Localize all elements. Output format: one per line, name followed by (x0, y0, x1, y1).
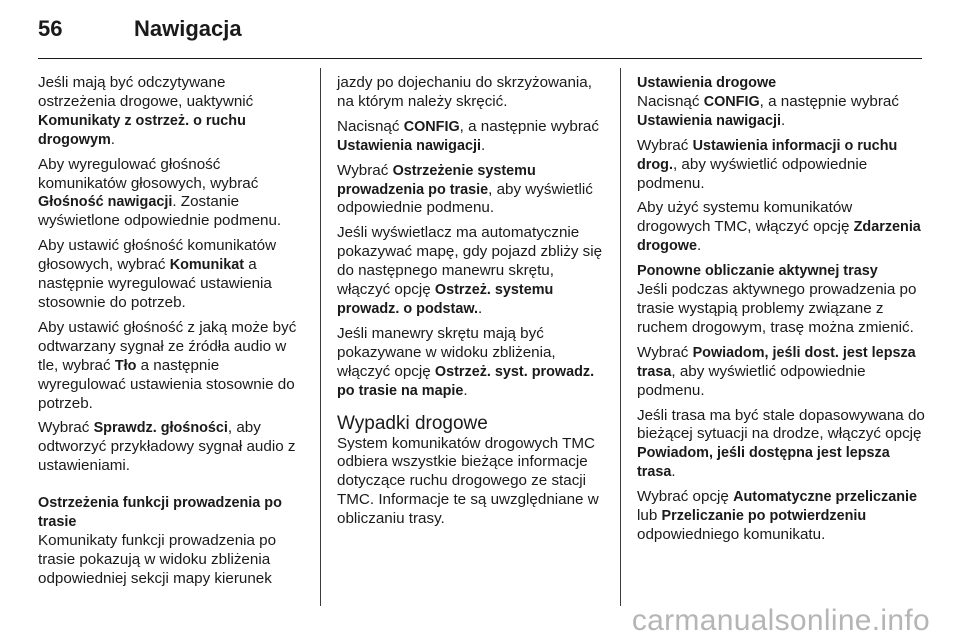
paragraph: Jeśli wyświetlacz ma automatycznie pokazywać mapę, gdy pojazd zbliży się do następnego manewru skrętu, włączyć opcję Ostrzeż. systemu prowadz. o podstaw.. (337, 224, 603, 317)
menu-term: Komunikaty z ostrzeż. o ruchu drogowym (38, 112, 246, 148)
subheading: Ponowne obliczanie aktywnej trasy (637, 263, 878, 280)
column-divider (620, 68, 621, 606)
menu-term: Powiadom, jeśli dostępna jest lepsza trasa (637, 445, 890, 481)
paragraph: Aby ustawić głośność z jaką może być odtwarzany sygnał ze źródła audio w tle, wybrać Tło a następnie wyregulować ustawienia stosownie do potrzeb. (38, 318, 297, 412)
button-term: CONFIG (403, 118, 460, 135)
paragraph: Wybrać Ustawienia informacji o ruchu drog., aby wyświetlić odpowiednie podmenu. (637, 136, 898, 192)
menu-term: Przeliczanie po potwierdzeniu (661, 508, 867, 525)
subheading: Ustawienia drogowe (637, 75, 777, 91)
paragraph: Jeśli manewry skrętu mają być pokazywane w widoku zbliżenia, włączyć opcję Ostrzeż. syst. prowadz. po trasie na mapie. (337, 324, 595, 399)
page-title: Nawigacja (134, 16, 242, 41)
page-header (38, 14, 922, 54)
menu-term: Głośność nawigacji (38, 194, 173, 211)
column-divider (320, 68, 321, 606)
section-heading: Wypadki drogowe (337, 412, 488, 434)
paragraph: Jeśli trasa ma być stale dopasowywana do bieżącej sytuacji na drodze, włączyć opcję Powiadom, jeśli dostępna jest lepsza trasa. (637, 406, 925, 481)
column-3 (637, 74, 925, 551)
paragraph: Nacisnąć CONFIG, a następnie wybrać Ustawienia nawigacji. (337, 117, 599, 154)
paragraph: Komunikaty funkcji prowadzenia po trasie pokazują w widoku zbliżenia odpowiedniej sekcji mapy kierunek (38, 531, 277, 587)
menu-term: Ostrzeżenie systemu prowadzenia po trasie (337, 162, 536, 198)
header-rule (38, 58, 922, 59)
paragraph: Wybrać Ostrzeżenie systemu prowadzenia po trasie, aby wyświetlić odpowiednie podmenu. (337, 161, 593, 217)
menu-term: Ustawienia nawigacji (637, 112, 781, 129)
column-2 (337, 74, 607, 535)
menu-term: Sprawdz. głośności (93, 420, 228, 437)
paragraph: Aby wyregulować głośność komunikatów głosowych, wybrać Głośność nawigacji. Zostanie wyświetlone odpowiednie podmenu. (38, 155, 282, 230)
menu-term: Powiadom, jeśli dost. jest lepsza trasa (637, 344, 916, 380)
menu-term: Komunikat (169, 257, 245, 274)
menu-term: Automatyczne przeliczanie (733, 489, 918, 506)
menu-term: Ustawienia nawigacji (337, 137, 481, 154)
column-1 (38, 74, 304, 595)
menu-term: Ostrzeż. systemu prowadz. o podstaw. (337, 282, 554, 317)
button-term: CONFIG (703, 93, 760, 110)
menu-term: Tło (114, 357, 137, 374)
menu-term: Ustawienia informacji o ruchu drog. (637, 137, 898, 173)
paragraph: Wybrać opcję Automatyczne przeliczanie lub Przeliczanie po potwierdzeniu odpowiedniego komunikatu. (637, 488, 918, 543)
watermark: carmanualsonline.info (631, 604, 930, 637)
menu-term: Ostrzeż. syst. prowadz. po trasie na mapie (337, 363, 595, 399)
page-number: 56 (38, 16, 63, 41)
subheading: Ostrzeżenia funkcji prowadzenia po trasie (38, 495, 282, 531)
paragraph: Wybrać Powiadom, jeśli dost. jest lepsza trasa, aby wyświetlić odpowiednie podmenu. (637, 343, 916, 399)
menu-term: Zdarzenia drogowe (637, 219, 921, 255)
paragraph: Jeśli mają być odczytywane ostrzeżenia drogowe, uaktywnić Komunikaty z ostrzeż. o ruchu drogowym. (38, 74, 254, 148)
paragraph: Aby użyć systemu komunikatów drogowych TMC, włączyć opcję Zdarzenia drogowe. (637, 199, 921, 255)
paragraph: Wybrać Sprawdz. głośności, aby odtworzyć przykładowy sygnał audio z ustawieniami. (38, 419, 296, 475)
paragraph: Nacisnąć CONFIG, a następnie wybrać Ustawienia nawigacji. (637, 92, 899, 129)
paragraph: Aby ustawić głośność komunikatów głosowych, wybrać Komunikat a następnie wyregulować ustawienia stosownie do potrzeb. (38, 237, 277, 311)
paragraph: System komunikatów drogowych TMC odbiera wszystkie bieżące informacje dotyczące ruchu drogowego ze stacji TMC. Informacje te są uwzględniane w obliczaniu trasy. (337, 434, 599, 528)
paragraph: Jeśli podczas aktywnego prowadzenia po trasie wystąpią problemy związane z ruchem drogowym, trasę można zmienić. (637, 281, 917, 336)
paragraph: jazdy po dojechaniu do skrzyżowania, na którym należy skręcić. (337, 74, 592, 110)
